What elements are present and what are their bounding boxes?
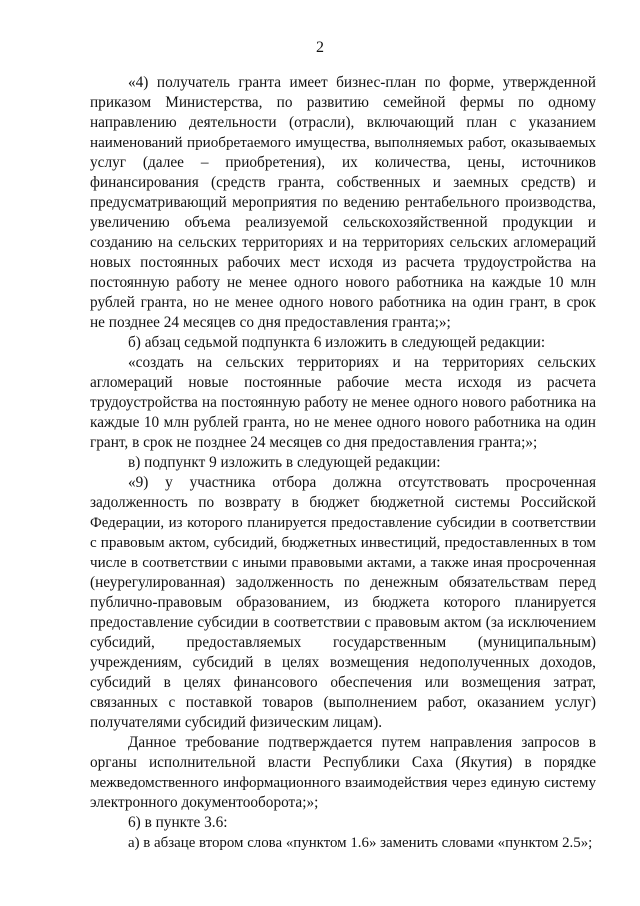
text-line: трудоустройства на постоянную работу не менее одного нового работника на xyxy=(90,394,596,411)
text-line: рублей гранта, но не менее одного нового работника на один грант, в срок xyxy=(90,294,596,311)
clause-9-paragraph xyxy=(90,473,596,733)
text-line: числе в соответствии с иными правовыми актами, а также иная просроченная xyxy=(90,555,596,571)
quote-create-jobs-paragraph xyxy=(90,353,596,453)
text-line: в) подпункт 9 изложить в следующей редакции: xyxy=(128,454,441,471)
text-line: учреждениям, субсидий в целях возмещения недополученных доходов, xyxy=(90,654,596,671)
item-v-paragraph xyxy=(90,453,596,473)
text-line: новых постоянных рабочих мест исходя из расчета трудоустройства на xyxy=(90,254,596,271)
text-line: приказом Министерства, по развитию семейной фермы по одному xyxy=(90,94,596,111)
text-line: органы исполнительной власти Республики Саха (Якутия) в порядке xyxy=(90,754,596,771)
text-line: постоянную работу не менее одного нового работника на каждые 10 млн xyxy=(90,274,596,291)
text-line: Данное требование подтверждается путем направления запросов в xyxy=(128,734,596,751)
text-line: финансирования (средств гранта, собственных и заемных средств) и xyxy=(90,174,596,191)
text-line: электронного документооборота;»; xyxy=(90,794,319,811)
text-line: публично-правовым образованием, из бюджета которого планируется xyxy=(90,594,596,611)
text-line: агломераций новые постоянные рабочие места исходя из расчета xyxy=(90,374,596,391)
item-a-paragraph xyxy=(90,833,596,853)
text-line: каждые 10 млн рублей гранта, но не менее одного нового работника на один xyxy=(90,414,596,431)
item-b-paragraph xyxy=(90,333,596,353)
text-line: увеличению объема реализуемой сельскохозяйственной продукции и xyxy=(90,214,596,231)
text-line: (неурегулированная) задолженность по денежным обязательствам перед xyxy=(90,574,596,591)
text-line: предусматривающий мероприятия по ведению рентабельного производства, xyxy=(90,194,596,211)
text-line: а) в абзаце втором слова «пунктом 1.6» заменить словами «пунктом 2.5»; xyxy=(128,835,593,851)
document-body xyxy=(90,73,596,853)
requirement-confirmation-paragraph xyxy=(90,733,596,813)
text-line: грант, в срок не позднее 24 месяцев со дня предоставления гранта;»; xyxy=(90,434,538,451)
text-line: субсидий в целях финансового обеспечения или возмещения затрат, xyxy=(90,674,596,691)
text-line: задолженность по возврату в бюджет бюджетной системы Российской xyxy=(90,494,596,511)
text-line: созданию на сельских территориях и на территориях сельских агломераций xyxy=(90,234,596,251)
text-line: «9) у участника отбора должна отсутствовать просроченная xyxy=(128,474,596,491)
text-line: межведомственного информационного взаимодействия через единую систему xyxy=(90,775,596,791)
page-number: 2 xyxy=(316,39,324,56)
text-line: 6) в пункте 3.6: xyxy=(128,814,228,831)
text-line: наименований приобретаемого имущества, выполняемых работ, оказываемых xyxy=(90,135,596,151)
text-line: направлению деятельности (отрасли), включающий план с указанием xyxy=(90,114,596,131)
text-line: б) абзац седьмой подпункта 6 изложить в следующей редакции: xyxy=(128,334,546,351)
text-line: услуг (далее – приобретения), их количества, цены, источников xyxy=(90,154,596,171)
text-line: предоставление субсидии в соответствии с правовым актом (за исключением xyxy=(90,614,596,631)
item-6-paragraph xyxy=(90,813,596,833)
text-line: с правовым актом, субсидий, бюджетных инвестиций, предоставленных в том xyxy=(90,535,596,551)
text-line: Федерации, из которого планируется предоставление субсидии в соответствии xyxy=(90,515,596,531)
text-line: «4) получатель гранта имеет бизнес-план по форме, утвержденной xyxy=(128,74,596,91)
text-line: не позднее 24 месяцев со дня предоставления гранта;»; xyxy=(90,314,451,331)
clause-4-paragraph xyxy=(90,73,596,333)
text-line: получателями субсидий физическим лицам). xyxy=(90,714,383,731)
text-line: «создать на сельских территориях и на территориях сельских xyxy=(128,354,596,371)
text-line: связанных с поставкой товаров (выполнением работ, оказанием услуг) xyxy=(90,694,596,711)
text-line: субсидий, предоставляемых государственным (муниципальным) xyxy=(90,634,596,651)
